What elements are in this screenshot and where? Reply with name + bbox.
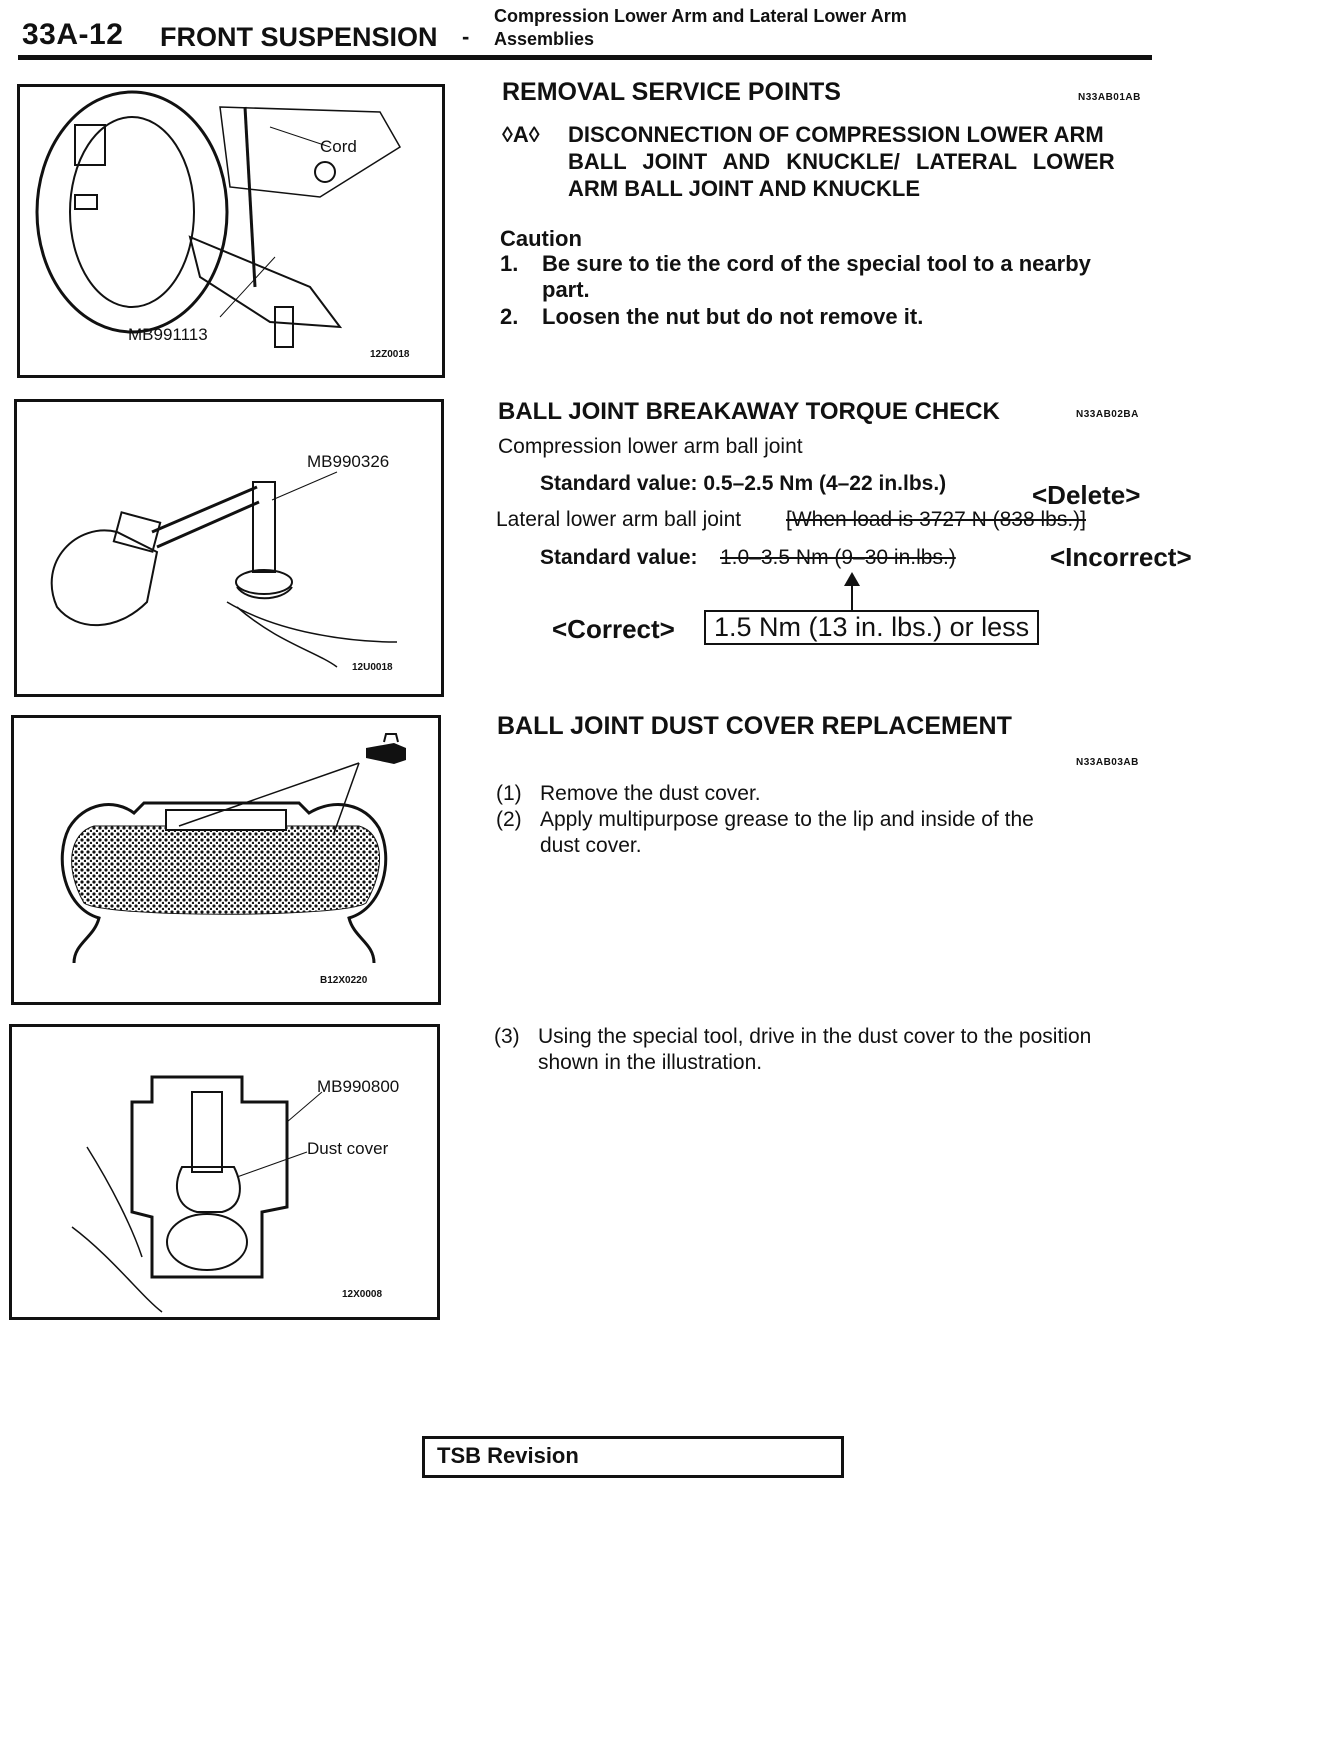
dustcover-heading: BALL JOINT DUST COVER REPLACEMENT — [497, 712, 1012, 740]
callout-tool-mb991113: MB991113 — [128, 325, 208, 344]
tsb-revision-label: TSB Revision — [437, 1443, 579, 1468]
compression-standard-value: Standard value: 0.5–2.5 Nm (4–22 in.lbs.) — [540, 472, 947, 495]
correction-arrow-icon — [840, 570, 864, 612]
removal-item-line-1: DISCONNECTION OF COMPRESSION LOWER ARM — [568, 122, 1104, 147]
figure-code: 12Z0018 — [370, 349, 410, 360]
callout-cord: Cord — [320, 137, 357, 156]
lateral-load-struck: [When load is 3727 N (838 lbs.)] — [786, 508, 1086, 531]
torque-check-illustration — [17, 402, 441, 694]
ball-joint-removal-illustration — [20, 87, 442, 375]
caution-1-num: 1. — [500, 251, 519, 276]
removal-item-line-3: ARM BALL JOINT AND KNUCKLE — [568, 176, 920, 201]
delete-annotation: <Delete> — [1032, 480, 1141, 510]
section-title: FRONT SUSPENSION — [160, 22, 438, 52]
incorrect-annotation: <Incorrect> — [1050, 542, 1192, 572]
step-2-line-1: Apply multipurpose grease to the lip and inside of the — [540, 808, 1034, 831]
step-2-line-2: dust cover. — [540, 834, 642, 857]
dust-cover-grease-illustration — [14, 718, 438, 1002]
lateral-standard-struck: 1.0–3.5 Nm (9–30 in.lbs.) — [720, 546, 956, 569]
section-code: 33A-12 — [22, 18, 124, 51]
figure-dust-cover-grease — [11, 715, 441, 1005]
figure-torque-check — [14, 399, 444, 697]
correct-annotation: <Correct> — [552, 614, 675, 644]
subtitle-line-2: Assemblies — [494, 29, 595, 49]
caution-2-text: Loosen the nut but do not remove it. — [542, 304, 924, 329]
tsb-revision-box — [422, 1436, 844, 1478]
subtitle-line-1: Compression Lower Arm and Lateral Lower Arm — [494, 6, 907, 26]
step-2-num: (2) — [496, 808, 522, 831]
callout-tool-mb990800: MB990800 — [317, 1077, 400, 1096]
callout-dust-cover: Dust cover — [307, 1139, 389, 1158]
torque-heading: BALL JOINT BREAKAWAY TORQUE CHECK — [498, 398, 1000, 425]
lateral-standard-label: Standard value: — [540, 546, 698, 569]
compression-joint-label: Compression lower arm ball joint — [498, 435, 803, 458]
callout-tool-mb990326: MB990326 — [307, 452, 390, 471]
step-3-line-1: Using the special tool, drive in the dust cover to the position — [538, 1025, 1092, 1048]
removal-code: N33AB01AB — [1078, 92, 1141, 103]
removal-heading: REMOVAL SERVICE POINTS — [502, 78, 841, 106]
figure-dust-cover-install — [9, 1024, 440, 1320]
step-1-num: (1) — [496, 782, 522, 805]
removal-item-line-2: BALL JOINT AND KNUCKLE/ LATERAL LOWER — [568, 149, 1115, 174]
dust-cover-install-illustration — [12, 1027, 437, 1317]
caution-1-line-1: Be sure to tie the cord of the special tool to a nearby — [542, 251, 1091, 276]
step-3-num: (3) — [494, 1025, 520, 1048]
caution-label: Caution — [500, 226, 582, 251]
figure-code: 12U0018 — [352, 662, 393, 673]
figure-code: 12X0008 — [342, 1289, 383, 1300]
figure-ball-joint-removal — [17, 84, 445, 378]
lateral-joint-label: Lateral lower arm ball joint — [496, 508, 742, 531]
removal-marker: ◊A◊ — [502, 122, 540, 147]
header-rule — [18, 55, 1152, 60]
caution-2-num: 2. — [500, 304, 519, 329]
step-3-line-2: shown in the illustration. — [538, 1051, 763, 1074]
correct-value-box: 1.5 Nm (13 in. lbs.) or less — [704, 610, 1039, 645]
figure-code: B12X0220 — [320, 975, 368, 986]
step-1-text: Remove the dust cover. — [540, 782, 761, 805]
torque-code: N33AB02BA — [1076, 409, 1139, 420]
caution-1-line-2: part. — [542, 277, 590, 302]
dustcover-code: N33AB03AB — [1076, 757, 1139, 768]
title-separator: - — [462, 24, 470, 49]
